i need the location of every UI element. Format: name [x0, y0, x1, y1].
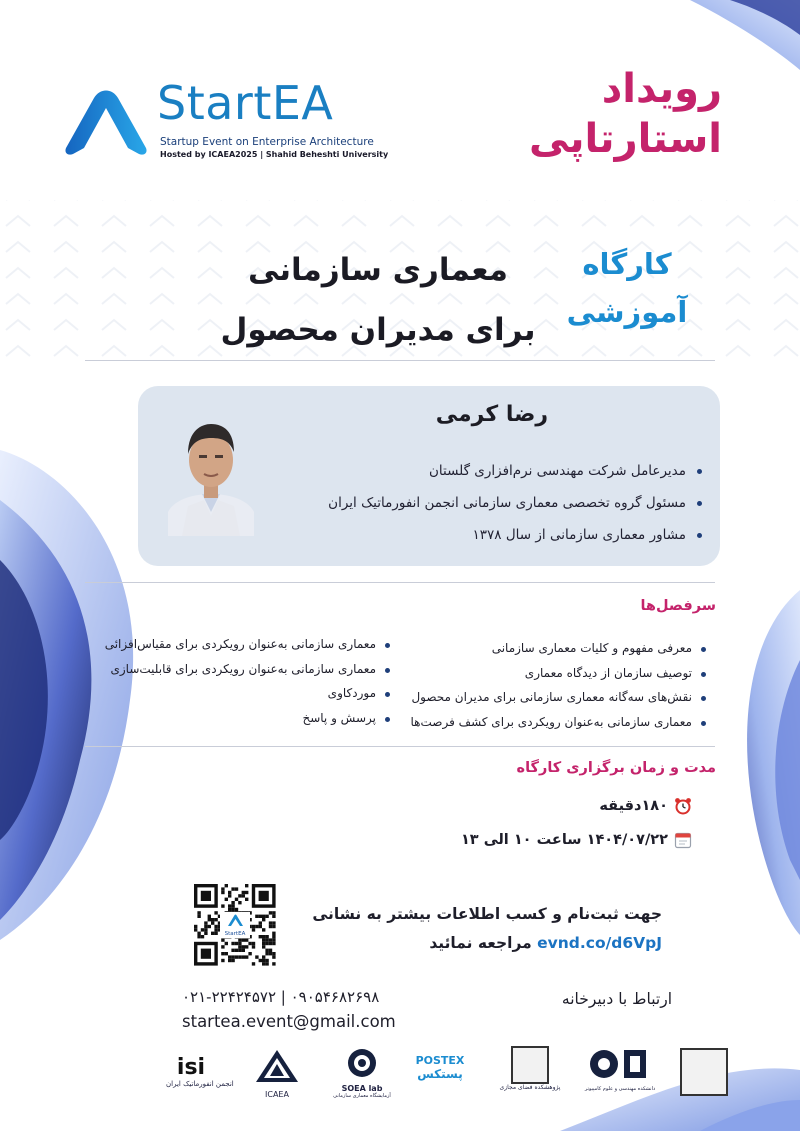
workshop-type [552, 240, 702, 336]
event-name: استارتاپی [529, 116, 722, 162]
registration-suffix: مراجعه نمائید [429, 934, 532, 952]
speaker-roles [328, 455, 704, 551]
topic-item: موردکاوی [105, 681, 392, 706]
topics-list-left [105, 632, 392, 730]
contact-label: ارتباط با دبیرخانه [561, 990, 672, 1008]
sbu-logo [494, 1046, 566, 1102]
brand-name: StartEA [157, 76, 334, 130]
workshop-type-line1: کارگاه [582, 247, 672, 281]
speaker-role: مسئول گروه تخصصی معماری سازمانی انجمن انفورماتیک ایران [328, 487, 704, 519]
isi-logo-mark: isi [176, 1055, 206, 1080]
duration-text: ۱۸۰دقیقه [599, 798, 668, 814]
csf-logo [578, 1046, 662, 1102]
divider [85, 360, 715, 361]
topic-item: معرفی مفهوم و کلیات معماری سازمانی [411, 636, 708, 661]
topic-item: پرسش و پاسخ [105, 706, 392, 731]
qr-caption: StartEA [224, 931, 246, 937]
brand-host: Hosted by ICAEA2025 | Shahid Beheshti University [160, 150, 389, 159]
startea-logo-icon [60, 86, 152, 158]
contact-email[interactable]: startea.event@gmail.com [182, 1012, 396, 1031]
topic-item: معماری سازمانی به‌عنوان رویکردی برای قابلیت‌سازی [105, 657, 392, 682]
soea-lab-sub: آزمایشگاه معماری سازمانی [333, 1093, 391, 1099]
registration-line2 [312, 929, 662, 958]
topic-item: توصیف سازمان از دیدگاه معماری [411, 661, 708, 686]
speaker-photo [168, 408, 254, 536]
sbu-logo-icon [511, 1046, 549, 1084]
calendar-icon [674, 831, 692, 849]
brand-subtitle: Startup Event on Enterprise Architecture [160, 136, 374, 148]
date-time-text: ۱۴۰۴/۰۷/۲۲ ساعت ۱۰ الی ۱۳ [460, 832, 668, 848]
icaea-logo-text: ICAEA [265, 1090, 289, 1099]
workshop-title [218, 240, 538, 360]
duration-row [599, 797, 692, 815]
topics-heading: سرفصل‌ها [640, 598, 716, 614]
university-seal-logo [680, 1048, 728, 1096]
speaker-name: رضا کرمی [435, 402, 548, 427]
topic-item: نقش‌های سه‌گانه معماری سازمانی برای مدیران محصول [411, 685, 708, 710]
alarm-clock-icon [674, 797, 692, 815]
qr-code[interactable] [192, 882, 278, 968]
registration-link[interactable]: evnd.co/d6VpJ [537, 934, 662, 952]
icaea-logo-icon [252, 1048, 302, 1086]
schedule-heading: مدت و زمان برگزاری کارگاه [516, 760, 716, 776]
isi-logo-text: انجمن انفورماتیک ایران [166, 1080, 234, 1088]
topic-item: معماری سازمانی به‌عنوان رویکردی برای کشف فرصت‌ها [411, 710, 708, 735]
date-row [461, 831, 692, 849]
postex-logo [412, 1054, 468, 1094]
soea-lab-logo-icon [332, 1046, 392, 1080]
icaea-logo [252, 1048, 302, 1100]
topic-item: معماری سازمانی به‌عنوان رویکردی برای مقیاس‌افزائی [105, 632, 392, 657]
contact-phones: ۰۲۱-۲۲۴۲۴۵۷۲ | ۰۹۰۵۴۶۸۲۶۹۸ [182, 988, 380, 1006]
workshop-title-line2: برای مدیران محصول [220, 312, 536, 348]
workshop-type-line2: آموزشی [566, 295, 688, 329]
postex-logo-fa: پستکس [417, 1067, 463, 1081]
topics-list-right [411, 636, 708, 734]
isi-logo [166, 1055, 234, 1096]
soea-lab-name: SOEA lab [341, 1084, 383, 1093]
divider [85, 582, 715, 583]
speaker-role: مدیرعامل شرکت مهندسی نرم‌افزاری گلستان [328, 455, 704, 487]
event-word: رویداد [601, 66, 722, 112]
speaker-role: مشاور معماری سازمانی از سال ۱۳۷۸ [328, 519, 704, 551]
divider [85, 746, 715, 747]
registration-text [312, 900, 662, 958]
sbu-logo-sub: پژوهشکده فضای مجازی [499, 1084, 561, 1091]
registration-line1: جهت ثبت‌نام و کسب اطلاعات بیشتر به نشانی [312, 905, 662, 923]
csf-logo-icon [578, 1046, 662, 1082]
workshop-title-line1: معماری سازمانی [248, 252, 508, 288]
soea-lab-logo [332, 1046, 392, 1102]
postex-logo-en: POSTEX [415, 1054, 465, 1067]
csf-logo-sub: دانشکده مهندسی و علوم کامپیوتر [584, 1086, 656, 1092]
